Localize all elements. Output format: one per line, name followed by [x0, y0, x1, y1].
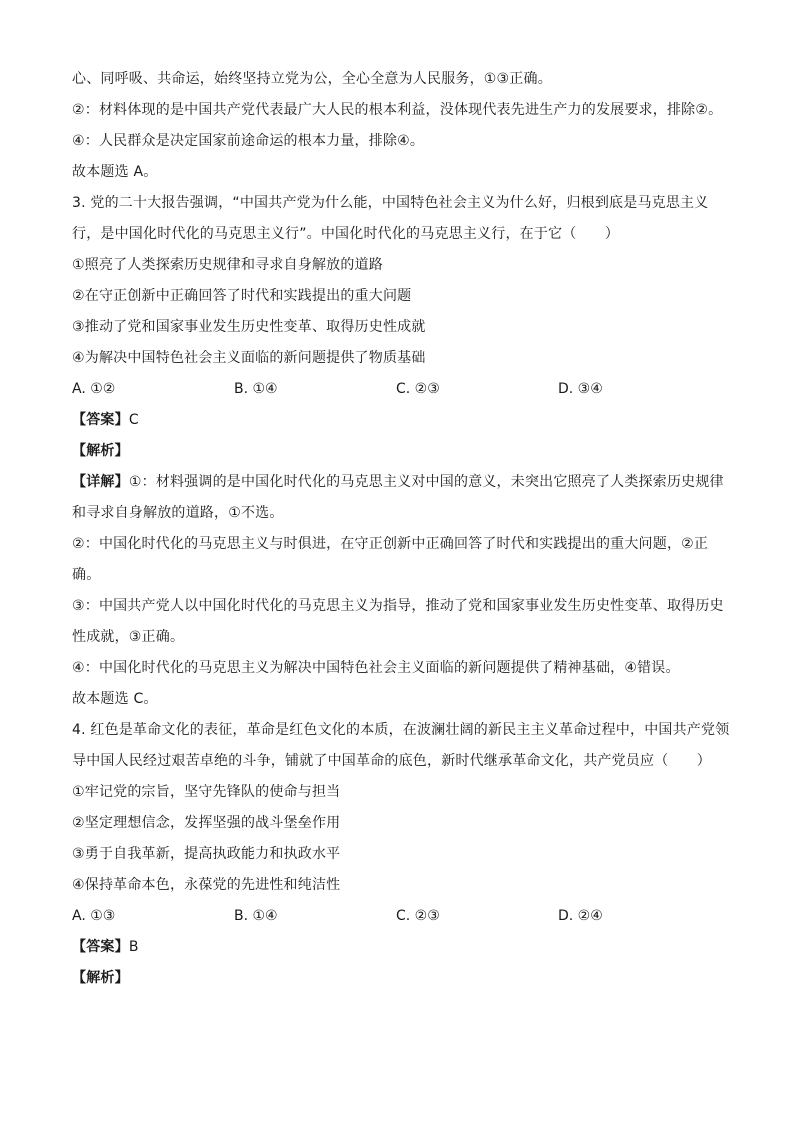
prev-line-2: ②：材料体现的是中国共产党代表最广大人民的根本利益，没体现代表先进生产力的发展要求，排除②。 [72, 102, 723, 118]
q4-answer-tag: 【答案】 [72, 939, 129, 955]
prev-line-1: 心、同呼吸、共命运，始终坚持立党为公，全心全意为人民服务，①③正确。 [72, 71, 552, 87]
q4-options [72, 901, 722, 932]
q3-stem-line-1: 3. 党的二十大报告强调，“中国共产党为什么能，中国特色社会主义为什么好，归根到底是马克思主义 [72, 195, 709, 211]
q3-option-d: D. ③④ [558, 381, 603, 397]
q3-statement-3: ③推动了党和国家事业发生历史性变革、取得历史性成就 [72, 319, 426, 335]
q3-detail-line-4: 确。 [72, 567, 101, 583]
q3-statement-2: ②在守正创新中正确回答了时代和实践提出的重大问题 [72, 288, 412, 304]
document-page [72, 64, 730, 994]
q4-stem-line-2: 导中国人民经过艰苦卓绝的斗争，铺就了中国革命的底色，新时代继承革命文化，共产党员应（ ） [72, 753, 711, 769]
q3-stem-line-2: 行，是中国化时代化的马克思主义行”。中国化时代化的马克思主义行，在于它（ ） [72, 226, 620, 242]
q4-option-d: D. ②④ [558, 908, 603, 924]
q4-option-a: A. ①③ [72, 908, 116, 924]
q3-answer-value: C [128, 412, 139, 428]
q3-detail-text-1: ①：材料强调的是中国化时代化的马克思主义对中国的意义，未突出它照亮了人类探索历史规律 [128, 474, 724, 490]
q3-statement-1: ①照亮了人类探索历史规律和寻求自身解放的道路 [72, 257, 383, 273]
q3-option-c: C. ②③ [396, 381, 440, 397]
q4-statement-1: ①牢记党的宗旨，坚守先锋队的使命与担当 [72, 784, 341, 800]
q4-statement-3: ③勇于自我革新，提高执政能力和执政水平 [72, 846, 341, 862]
q3-detail-line-2: 和寻求自身解放的道路，①不选。 [72, 505, 284, 521]
q3-answer-tag: 【答案】 [72, 412, 129, 428]
q4-answer [72, 932, 722, 963]
q3-options [72, 374, 722, 405]
q4-statement-4: ④保持革命本色，永葆党的先进性和纯洁性 [72, 877, 341, 893]
q3-option-b: B. ①④ [234, 381, 278, 397]
q3-detail-line-7: ④：中国化时代化的马克思主义为解决中国特色社会主义面临的新问题提供了精神基础，④错误。 [72, 660, 680, 676]
q4-analysis-tag: 【解析】 [72, 970, 129, 986]
q4-statement-2: ②坚定理想信念，发挥坚强的战斗堡垒作用 [72, 815, 341, 831]
q4-option-c: C. ②③ [396, 908, 440, 924]
q3-detail-line-6: 性成就，③正确。 [72, 629, 185, 645]
prev-line-3: ④：人民群众是决定国家前途命运的根本力量，排除④。 [72, 133, 425, 149]
q3-conclusion: 故本题选 C。 [72, 691, 158, 707]
q3-statement-4: ④为解决中国特色社会主义面临的新问题提供了物质基础 [72, 350, 426, 366]
q3-option-a: A. ①② [72, 381, 116, 397]
q4-stem-line-1: 4. 红色是革命文化的表征，革命是红色文化的本质，在波澜壮阔的新民主主义革命过程中，中国共产党领 [72, 722, 730, 738]
q3-answer [72, 405, 722, 436]
q3-detail-line-1 [72, 467, 722, 498]
prev-conclusion: 故本题选 A。 [72, 164, 158, 180]
q3-detail-line-3: ②：中国化时代化的马克思主义与时俱进，在守正创新中正确回答了时代和实践提出的重大问题，②正 [72, 536, 709, 552]
q3-analysis-tag: 【解析】 [72, 443, 129, 459]
q3-detail-tag: 【详解】 [72, 474, 129, 490]
q4-answer-value: B [128, 939, 139, 955]
q4-option-b: B. ①④ [234, 908, 278, 924]
q3-detail-line-5: ③：中国共产党人以中国化时代化的马克思主义为指导，推动了党和国家事业发生历史性变革、取得历史 [72, 598, 724, 614]
